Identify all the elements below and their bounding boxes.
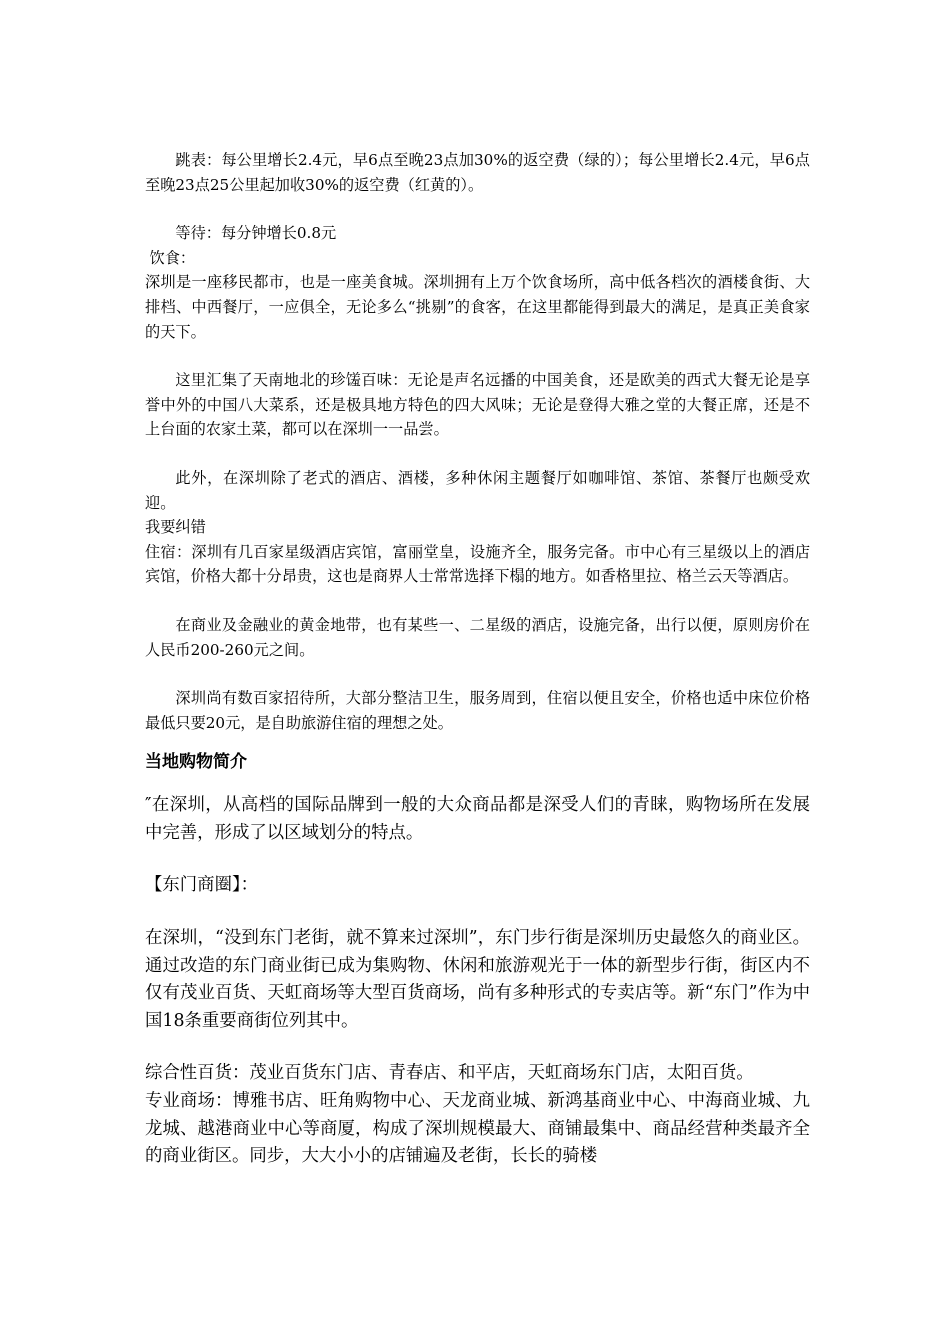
food-paragraph-1: 深圳是一座移民都市，也是一座美食城。深圳拥有上万个饮食场所，高中低各档次的酒楼食街、大排档、中西餐厅，一应俱全，无论多么“挑剔”的食客，在这里都能得到最大的满足，是真正美食家的天下。 [145,273,810,341]
shopping-heading: 当地购物简介 [145,752,247,773]
dongmen-title: 【东门商圈】： [145,875,259,896]
correction-link[interactable]: 我要纠错 [145,518,206,537]
lodging-paragraph-3: 深圳尚有数百家招待所，大部分整洁卫生，服务周到，住宿以便且安全，价格也适中床位价格最低只要20元，是自助旅游住宿的理想之处。 [145,689,810,732]
taxi-meter-paragraph: 跳表：每公里增长2.4元，早6点至晚23点加30%的返空费（绿的）；每公里增长2.4元，早6点至晚23点25公里起加收30%的返空费（红黄的）。 [145,151,810,194]
department-stores: 综合性百货：茂业百货东门店、青春店、和平店，天虹商场东门店，太阳百货。 [145,1063,754,1084]
specialty-stores: 专业商场：博雅书店、旺角购物中心、天龙商业城、新鸿基商业中心、中海商业城、九龙城、越港商业中心等商厦，构成了深圳规模最大、商铺最集中、商品经营种类最齐全的商业街区。同步，大大小小的店铺遍及老街，长长的骑楼 [145,1091,810,1167]
food-label: 饮食： [149,248,196,267]
lodging-paragraph-2: 在商业及金融业的黄金地带，也有某些一、二星级的酒店，设施完备，出行以便，原则房价在人民币200-260元之间。 [145,615,810,659]
lodging-paragraph-1: 住宿：深圳有几百家星级酒店宾馆，富丽堂皇，设施齐全，服务完备。市中心有三星级以上的酒店宾馆，价格大都十分昂贵，这也是商界人士常常选择下榻的地方。如香格里拉、格兰云天等酒店。 [145,542,810,586]
dongmen-description: 在深圳，“没到东门老街，就不算来过深圳”，东门步行街是深圳历史最悠久的商业区。通过改造的东门商业街已成为集购物、休闲和旅游观光于一体的新型步行街，街区内不仅有茂业百货、天虹商场等大型百货商场，尚有多种形式的专卖店等。新“东门”作为中国18条重要商街位列其中。 [145,928,810,1031]
taxi-waiting-paragraph: 等待：每分钟增长0.8元 [175,224,337,243]
food-paragraph-2: 这里汇集了天南地北的珍馐百味：无论是声名远播的中国美食，还是欧美的西式大餐无论是享誉中外的中国八大菜系，还是极具地方特色的四大风味；无论是登得大雅之堂的大餐正席，还是不上台面的农家土菜，都可以在深圳一一品尝。 [145,371,810,439]
food-paragraph-3: 此外，在深圳除了老式的酒店、酒楼，多种休闲主题餐厅如咖啡馆、茶馆、茶餐厅也颇受欢迎。 [145,468,810,512]
shopping-intro: ″在深圳，从高档的国际品牌到一般的大众商品都是深受人们的青睐，购物场所在发展中完善，形成了以区域划分的特点。 [145,795,810,843]
document-page [145,148,810,1171]
